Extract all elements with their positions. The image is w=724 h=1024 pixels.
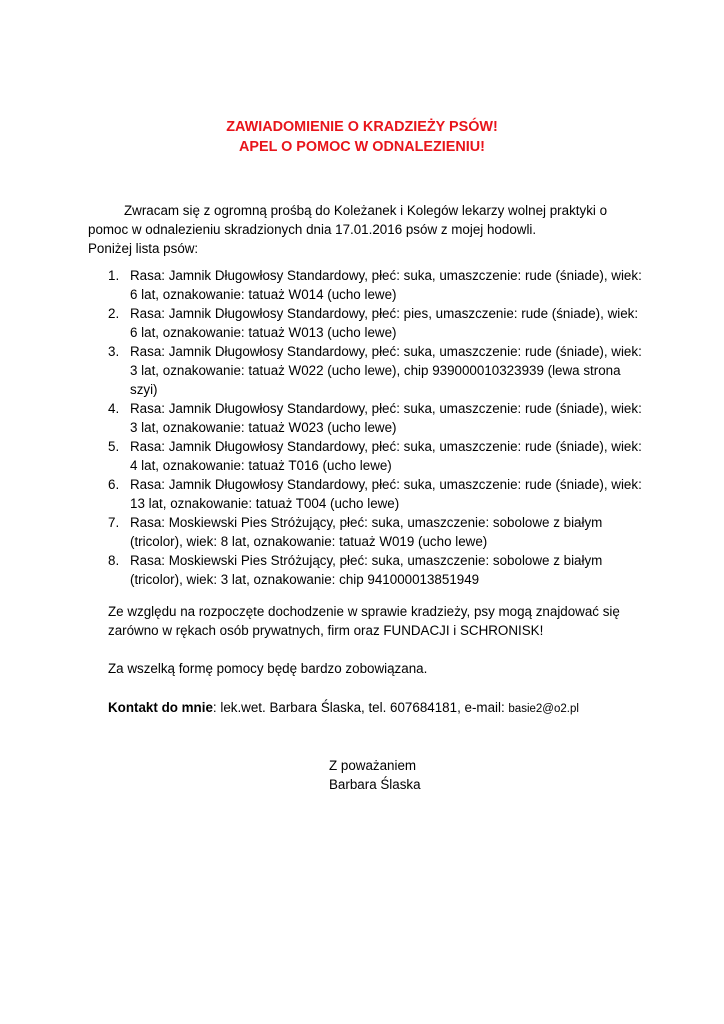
list-item [88,513,648,551]
list-item [88,475,648,513]
contact-email: basie2@o2.pl [508,703,579,715]
list-item [88,304,648,342]
list-item [88,551,648,589]
list-item-number: 5. [108,439,120,454]
list-item-line: 13 lat, oznakowanie: tatuaż T004 (ucho lewe) [130,496,400,511]
list-item-number: 2. [108,306,120,321]
signature-name: Barbara Ślaska [329,777,421,792]
title-line-2: APEL O POMOC W ODNALEZIENIU! [239,139,485,155]
dog-list [88,266,648,589]
investigation-line-2: zarówno w rękach osób prywatnych, firm oraz FUNDACJI i SCHRONISK! [108,623,544,638]
list-item-number: 3. [108,344,120,359]
list-item-number: 7. [108,515,120,530]
list-item-number: 1. [108,268,120,283]
list-item-line: (tricolor), wiek: 3 lat, oznakowanie: chip 941000013851949 [130,572,480,587]
list-item-number: 4. [108,401,120,416]
list-item-line: 6 lat, oznakowanie: tatuaż W014 (ucho lewe) [130,287,397,302]
list-item-line: 3 lat, oznakowanie: tatuaż W022 (ucho lewe), chip 939000010323939 (lewa strona [130,363,621,378]
list-item-line: Rasa: Jamnik Długowłosy Standardowy, płeć: suka, umaszczenie: rude (śniade), wiek: [130,439,642,454]
list-item-line: Rasa: Jamnik Długowłosy Standardowy, płeć: suka, umaszczenie: rude (śniade), wiek: [130,344,642,359]
thanks-paragraph: Za wszelką formę pomocy będę bardzo zobowiązana. [108,661,428,676]
list-item-line: szyi) [130,382,158,397]
contact-paragraph [108,698,648,719]
list-item [88,437,648,475]
list-item-line: Rasa: Jamnik Długowłosy Standardowy, płeć: pies, umaszczenie: rude (śniade), wiek: [130,306,639,321]
contact-text: : lek.wet. Barbara Ślaska, tel. 607684181, e-mail: [212,700,509,715]
list-item-number: 8. [108,553,120,568]
contact-label: Kontakt do mnie [108,700,213,715]
list-item-line: (tricolor), wiek: 8 lat, oznakowanie: tatuaż W019 (ucho lewe) [130,534,488,549]
investigation-paragraph [108,602,648,640]
closing: Z poważaniem [329,758,417,773]
list-item [88,342,648,399]
list-item-line: Rasa: Moskiewski Pies Stróżujący, płeć: suka, umaszczenie: sobolowe z białym [130,515,603,530]
list-item-line: Rasa: Jamnik Długowłosy Standardowy, płeć: suka, umaszczenie: rude (śniade), wiek: [130,268,642,283]
list-item [88,266,648,304]
investigation-line-1: Ze względu na rozpoczęte dochodzenie w sprawie kradzieży, psy mogą znajdować się [108,604,620,619]
list-item-line: Rasa: Moskiewski Pies Stróżujący, płeć: suka, umaszczenie: sobolowe z białym [130,553,603,568]
title-line-1: ZAWIADOMIENIE O KRADZIEŻY PSÓW! [226,119,498,135]
intro-line-1: Zwracam się z ogromną prośbą do Koleżanek i Kolegów lekarzy wolnej praktyki o [124,203,608,218]
intro-line-2: pomoc w odnalezieniu skradzionych dnia 17.01.2016 psów z mojej hodowli. [88,222,537,237]
intro-line-3: Poniżej lista psów: [88,241,199,256]
list-item-line: 6 lat, oznakowanie: tatuaż W013 (ucho lewe) [130,325,397,340]
list-item-line: Rasa: Jamnik Długowłosy Standardowy, płeć: suka, umaszczenie: rude (śniade), wiek: [130,477,642,492]
list-item-line: Rasa: Jamnik Długowłosy Standardowy, płeć: suka, umaszczenie: rude (śniade), wiek: [130,401,642,416]
list-item-number: 6. [108,477,120,492]
list-item-line: 3 lat, oznakowanie: tatuaż W023 (ucho lewe) [130,420,397,435]
list-item [88,399,648,437]
intro-paragraph [88,201,648,258]
list-item-line: 4 lat, oznakowanie: tatuaż T016 (ucho lewe) [130,458,392,473]
